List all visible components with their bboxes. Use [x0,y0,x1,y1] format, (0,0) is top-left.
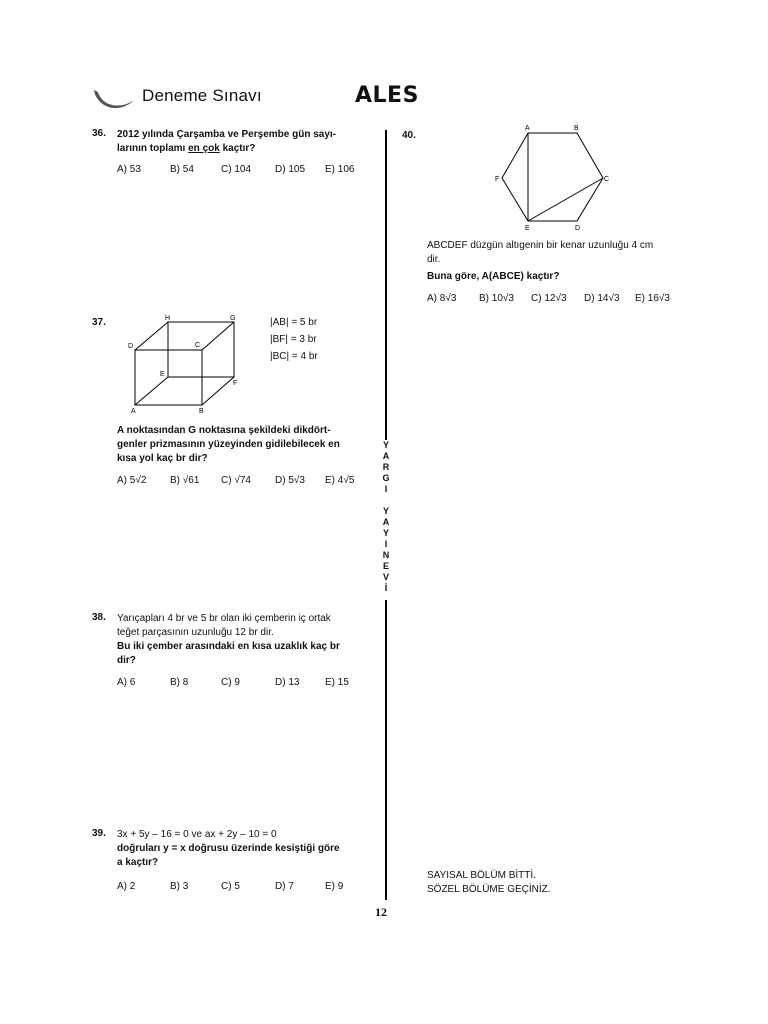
side-letter: V [382,572,389,582]
section-next-line: SÖZEL BÖLÜME GEÇİNİZ. [427,884,551,895]
q38-line: teğet parçasının uzunluğu 12 br dir. [117,627,274,638]
option-b[interactable]: B) √61 [170,475,200,486]
side-letter: İ [384,583,388,593]
section-end-note [427,869,551,897]
option-a[interactable]: A) 2 [117,881,136,892]
q38-line: Yarıçapları 4 br ve 5 br olan iki çemberin iç ortak [117,613,331,624]
section-end-line: SAYISAL BÖLÜM BİTTİ. [427,870,536,881]
q36-line1: 2012 yılında Çarşamba ve Perşembe gün sayı- [117,129,336,140]
q39-bold-line: a kaçtır? [117,857,159,868]
regular-hexagon-figure [490,122,620,232]
option-d[interactable]: D) 14√3 [584,293,620,304]
vertex-label-b: B [574,125,579,132]
side-letter: Y [382,440,389,450]
side-letter: I [384,484,388,494]
exam-brand: ALES [355,83,419,108]
option-d[interactable]: D) 13 [275,677,300,688]
dim-ab: |AB| = 5 br [270,317,318,328]
option-c[interactable]: C) 12√3 [531,293,567,304]
vertex-label-e: E [525,225,530,232]
q36-line2: larının toplamı en çok kaçtır? [117,143,256,154]
page-number: 12 [375,905,387,919]
vertex-label-a: A [525,125,530,132]
side-letter: Y [382,506,389,516]
option-c[interactable]: C) 104 [221,164,252,175]
question-36-text [117,128,367,156]
question-40-options [427,293,670,304]
q37-line: genler prizmasının yüzeyinden gidilebilecek en [117,439,340,450]
vertex-label-c: C [604,176,610,183]
question-number: 40. [402,130,416,141]
question-number: 38. [92,612,106,623]
vertex-label-h: H [165,315,171,322]
option-b[interactable]: B) 8 [170,677,189,688]
publisher-logo-swoosh [92,86,136,116]
publisher-vertical-label [380,440,392,594]
side-letter: Y [382,528,389,538]
vertex-label-d: D [575,225,581,232]
q40-bold-line: Buna göre, A(ABCE) kaçtır? [427,271,560,282]
question-39-options [117,881,343,892]
option-d[interactable]: D) 105 [275,164,306,175]
q38-bold-line: Bu iki çember arasındaki en kısa uzaklık kaç br [117,641,340,652]
rectangular-prism-figure [122,310,252,416]
question-37-text [117,424,369,466]
q37-line: A noktasından G noktasına şekildeki dikdört- [117,425,331,436]
option-b[interactable]: B) 3 [170,881,189,892]
option-c[interactable]: C) 9 [221,677,240,688]
q38-bold-line: dir? [117,655,136,666]
option-a[interactable]: A) 53 [117,164,141,175]
side-letter: I [384,539,388,549]
vertex-label-d: D [128,343,134,350]
q37-line: kısa yol kaç br dir? [117,453,208,464]
option-e[interactable]: E) 16√3 [635,293,670,304]
option-e[interactable]: E) 9 [325,881,344,892]
option-d[interactable]: D) 5√3 [275,475,305,486]
side-letter: E [382,561,389,571]
vertex-label-f: F [233,380,238,387]
vertex-label-c: C [195,342,201,349]
option-a[interactable]: A) 8√3 [427,293,457,304]
q40-line: dir. [427,254,441,265]
question-36-options [117,164,354,175]
question-number: 39. [92,828,106,839]
question-37-options [117,475,354,486]
option-b[interactable]: B) 10√3 [479,293,514,304]
vertex-label-b: B [199,408,204,415]
question-number: 37. [92,317,106,328]
side-spacer [380,495,392,506]
question-40-text [427,239,687,284]
dim-bc: |BC| = 4 br [270,351,318,362]
option-e[interactable]: E) 15 [325,677,349,688]
question-38-text [117,612,369,668]
question-number: 36. [92,128,106,139]
option-c[interactable]: C) √74 [221,475,251,486]
option-e[interactable]: E) 4√5 [325,475,355,486]
side-letter: N [382,550,390,560]
exam-title: Deneme Sınavı [142,86,262,105]
option-d[interactable]: D) 7 [275,881,294,892]
q40-line: ABCDEF düzgün altıgenin bir kenar uzunluğu 4 cm [427,240,654,251]
option-a[interactable]: A) 6 [117,677,136,688]
vertex-label-g: G [230,315,236,322]
side-letter: G [382,473,390,483]
option-c[interactable]: C) 5 [221,881,240,892]
option-e[interactable]: E) 106 [325,164,355,175]
side-letter: A [382,451,390,461]
dim-bf: |BF| = 3 br [270,334,317,345]
option-a[interactable]: A) 5√2 [117,475,147,486]
vertex-label-e: E [160,371,165,378]
side-letter: R [382,462,390,472]
question-37-dimensions [270,314,318,365]
vertex-label-f: F [495,176,500,183]
side-letter: A [382,517,390,527]
q39-bold-line: doğruları y = x doğrusu üzerinde kesiştiği göre [117,843,340,854]
q39-equations: 3x + 5y – 16 = 0 ve ax + 2y – 10 = 0 [117,829,277,840]
option-b[interactable]: B) 54 [170,164,194,175]
question-38-options [117,677,349,688]
vertex-label-a: A [131,408,136,415]
question-39-text [117,828,369,870]
